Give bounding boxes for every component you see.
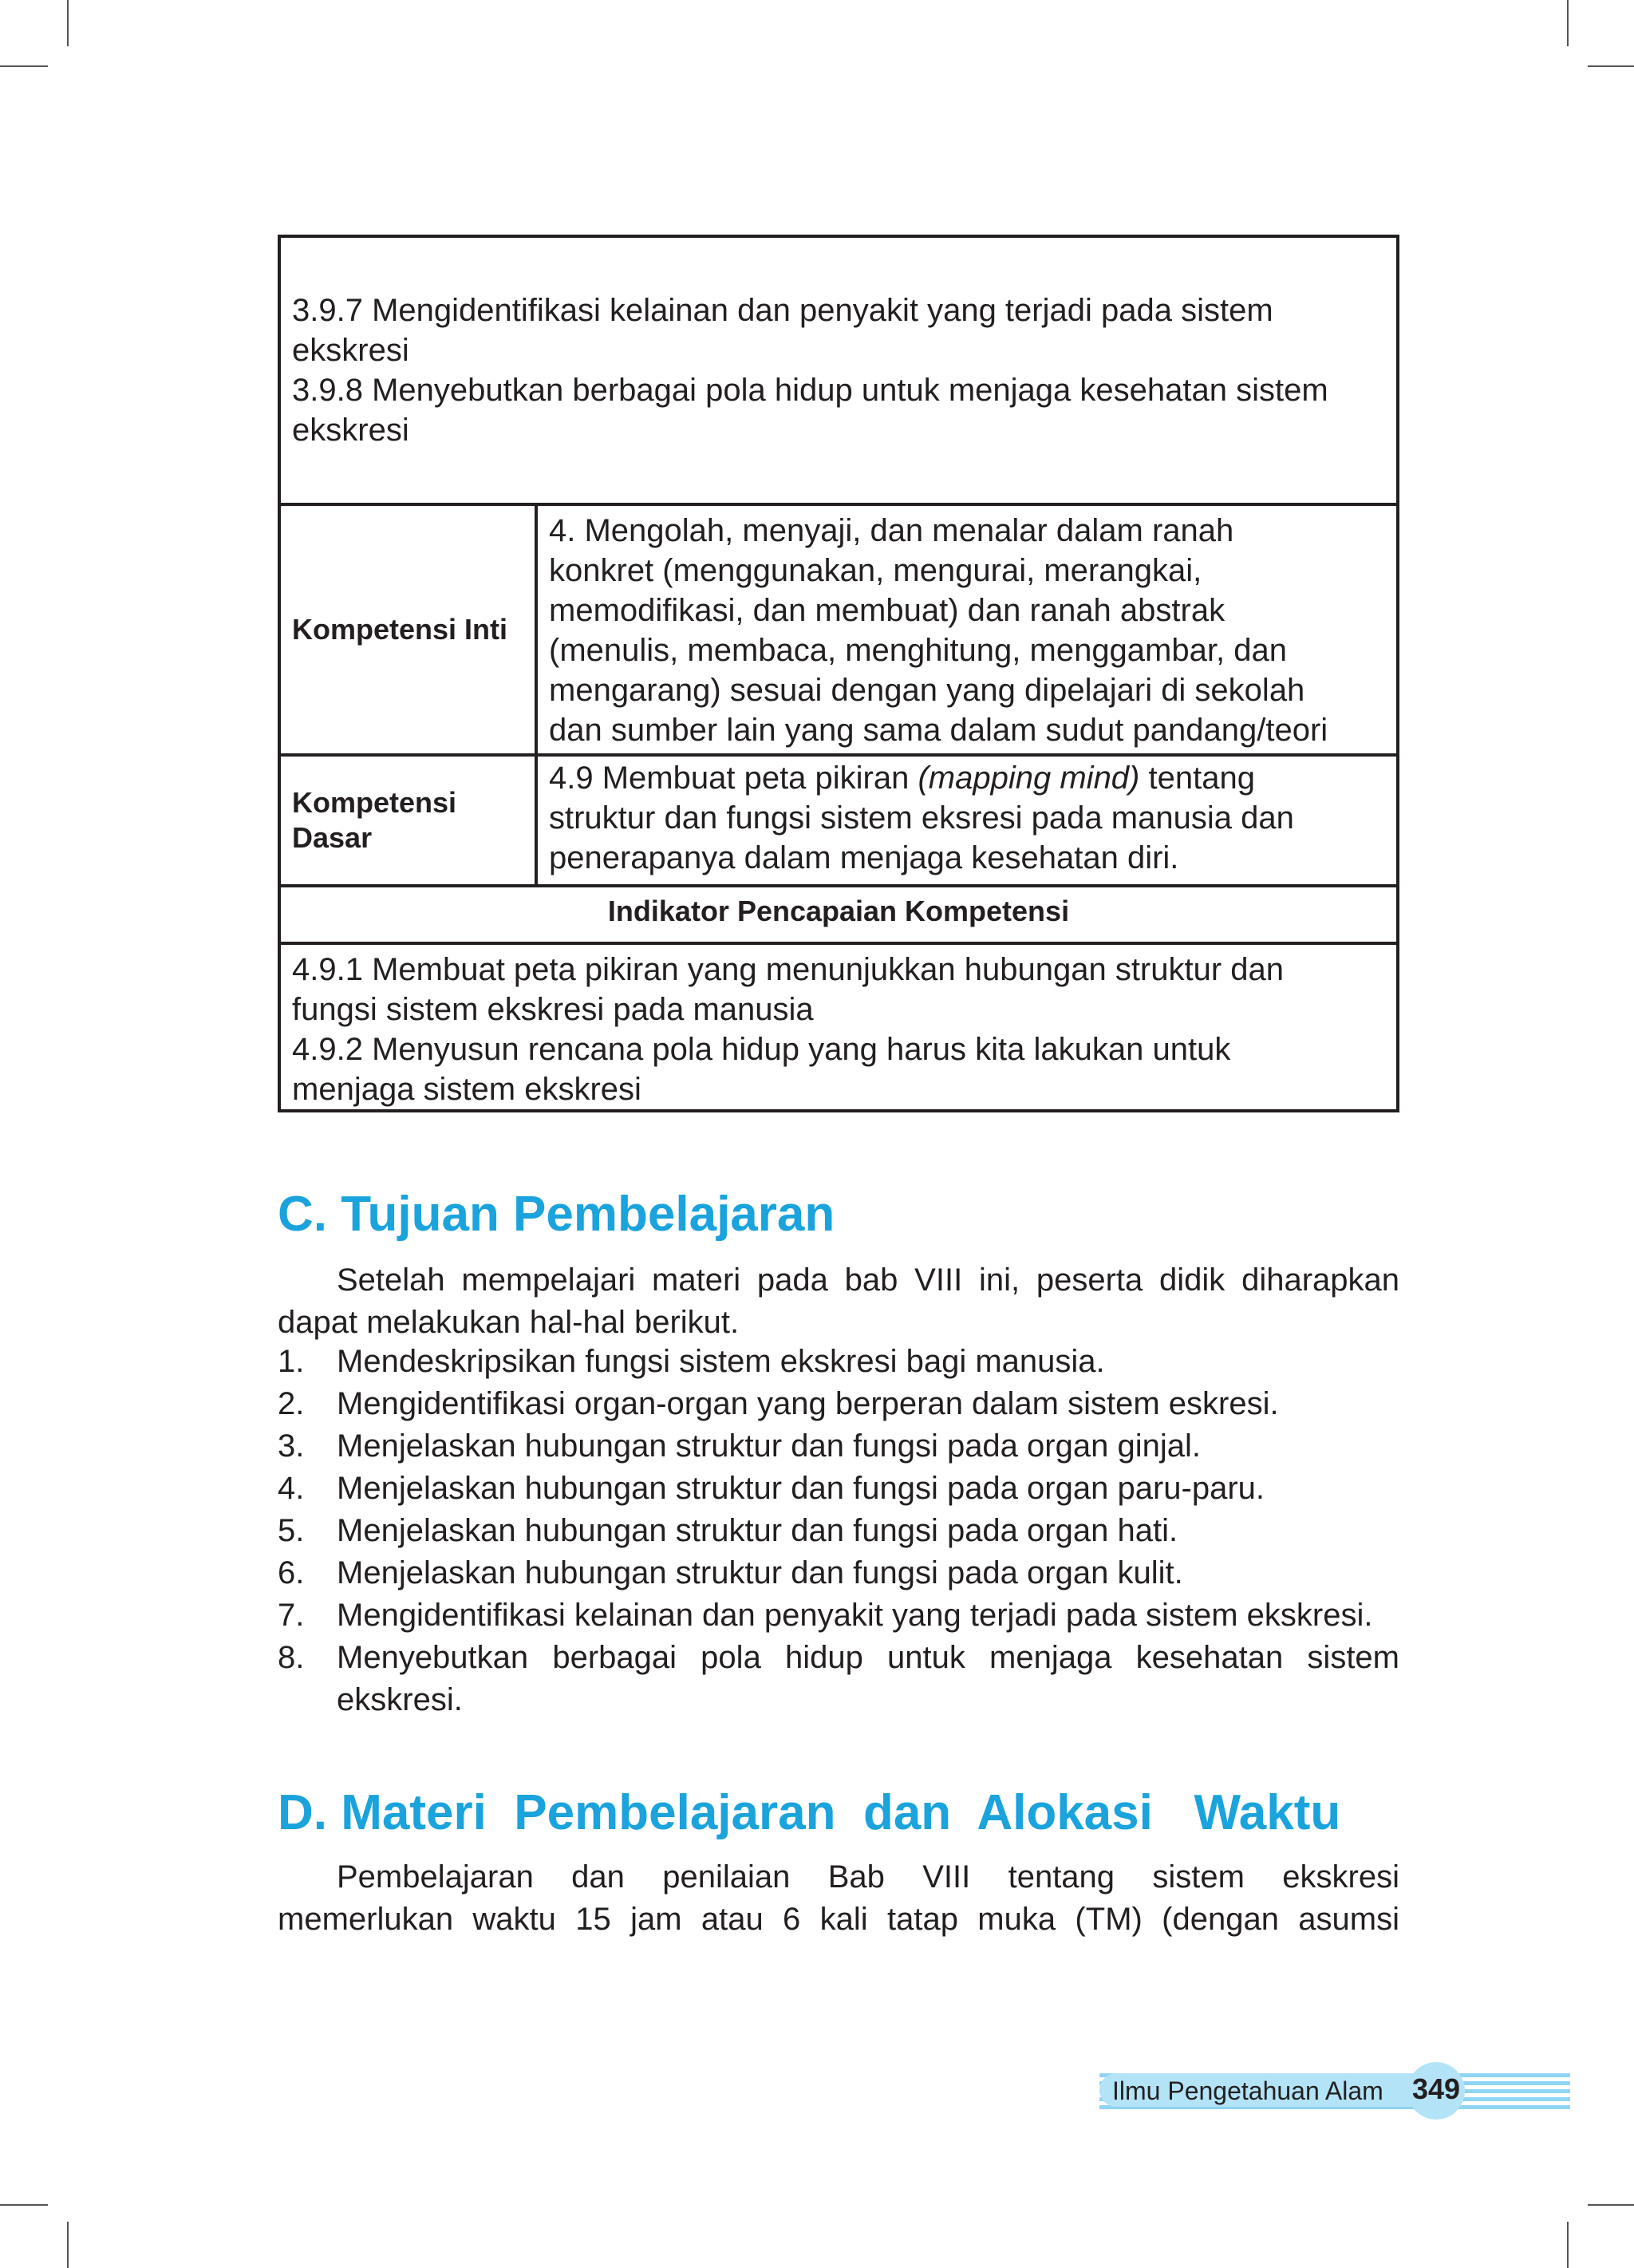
crop-mark xyxy=(0,2204,48,2206)
table-text-line: 4.9.2 Menyusun rencana pola hidup yang harus kita lakukan untuk xyxy=(292,1032,1231,1067)
section-d-paragraph: Pembelajaran dan penilaian Bab VIII tentang sistem ekskresi memerlukan waktu 15 jam atau 6 kali tatap muka (TM) (dengan asumsi xyxy=(278,1859,1399,1937)
table-text-line: 3.9.8 Menyebutkan berbagai pola hidup untuk menjaga kesehatan sistem xyxy=(292,373,1328,408)
list-item: 2. Mengidentifikasi organ-organ yang berperan dalam sistem eskresi. xyxy=(278,1386,1279,1421)
list-item: 5. Menjelaskan hubungan struktur dan fungsi pada organ hati. xyxy=(278,1513,1178,1548)
table-text-line: 3.9.7 Mengidentifikasi kelainan dan penyakit yang terjadi pada sistem xyxy=(292,293,1273,328)
section-d-heading: D. Materi Pembelajaran dan Alokasi Waktu xyxy=(278,1785,1341,1840)
table-text-line: konkret (menggunakan, mengurai, merangkai, xyxy=(549,553,1202,588)
indicator-continuation-cell xyxy=(281,238,1396,503)
kompetensi-dasar-label: Kompetensi Dasar xyxy=(281,757,538,884)
table-text-line: menjaga sistem ekskresi xyxy=(292,1072,641,1107)
table-row xyxy=(281,238,1396,503)
objectives-list xyxy=(278,1341,1399,1721)
page-number: 349 xyxy=(1411,2072,1461,2105)
crop-mark xyxy=(67,0,69,46)
crop-mark xyxy=(1567,0,1569,46)
crop-mark xyxy=(1567,2222,1569,2268)
emphasis-text: (mapping mind) xyxy=(918,761,1140,796)
competency-table xyxy=(278,235,1399,1112)
table-text-line: mengarang) sesuai dengan yang dipelajari di sekolah xyxy=(549,673,1305,708)
crop-mark xyxy=(0,65,48,67)
footer-book-title: Ilmu Pengetahuan Alam xyxy=(1112,2076,1383,2105)
kompetensi-dasar-content xyxy=(538,757,1396,884)
table-row-kompetensi-dasar xyxy=(281,753,1396,884)
table-text-line: ekskresi xyxy=(292,333,409,368)
list-item: 3. Menjelaskan hubungan struktur dan fungsi pada organ ginjal. xyxy=(278,1428,1201,1464)
kompetensi-inti-content xyxy=(538,506,1396,753)
crop-mark xyxy=(1588,65,1634,67)
kompetensi-inti-label: Kompetensi Inti xyxy=(281,506,538,753)
table-text-line: 4.9.1 Membuat peta pikiran yang menunjukkan hubungan struktur dan xyxy=(292,952,1285,987)
table-text-line: 4.9 Membuat peta pikiran (mapping mind) tentang xyxy=(549,761,1255,796)
list-item: 8. Menyebutkan berbagai pola hidup untuk menjaga kesehatan sistem ekskresi. xyxy=(278,1640,1399,1717)
crop-mark xyxy=(67,2222,69,2268)
section-c-heading: C. Tujuan Pembelajaran xyxy=(278,1187,835,1242)
list-item: 7. Mengidentifikasi kelainan dan penyakit yang terjadi pada sistem ekskresi. xyxy=(278,1598,1373,1633)
list-item: 1. Mendeskripsikan fungsi sistem ekskresi bagi manusia. xyxy=(278,1344,1105,1379)
table-row-indicators xyxy=(281,942,1396,1109)
section-c-intro: Setelah mempelajari materi pada bab VIII ini, peserta didik diharapkan dapat melakukan hal-hal berikut. xyxy=(278,1262,1399,1340)
table-text-line: penerapanya dalam menjaga kesehatan diri. xyxy=(549,840,1179,875)
table-text-line: dan sumber lain yang sama dalam sudut pandang/teori xyxy=(549,713,1328,748)
table-text-line: (menulis, membaca, menghitung, menggambar, dan xyxy=(549,633,1287,668)
table-text-line: memodifikasi, dan membuat) dan ranah abstrak xyxy=(549,593,1226,628)
table-row-header xyxy=(281,884,1396,942)
table-text-line: ekskresi xyxy=(292,413,409,448)
indicator-header: Indikator Pencapaian Kompetensi xyxy=(607,895,1070,927)
table-row-kompetensi-inti xyxy=(281,503,1396,753)
indicator-cell xyxy=(281,945,1396,1109)
table-text-line: fungsi sistem ekskresi pada manusia xyxy=(292,992,814,1027)
list-item: 4. Menjelaskan hubungan struktur dan fungsi pada organ paru-paru. xyxy=(278,1471,1265,1506)
table-text-line: struktur dan fungsi sistem eksresi pada manusia dan xyxy=(549,800,1294,836)
list-item: 6. Menjelaskan hubungan struktur dan fungsi pada organ kulit. xyxy=(278,1555,1183,1590)
table-text-line: 4. Mengolah, menyaji, dan menalar dalam ranah xyxy=(549,513,1234,548)
crop-mark xyxy=(1588,2204,1634,2206)
